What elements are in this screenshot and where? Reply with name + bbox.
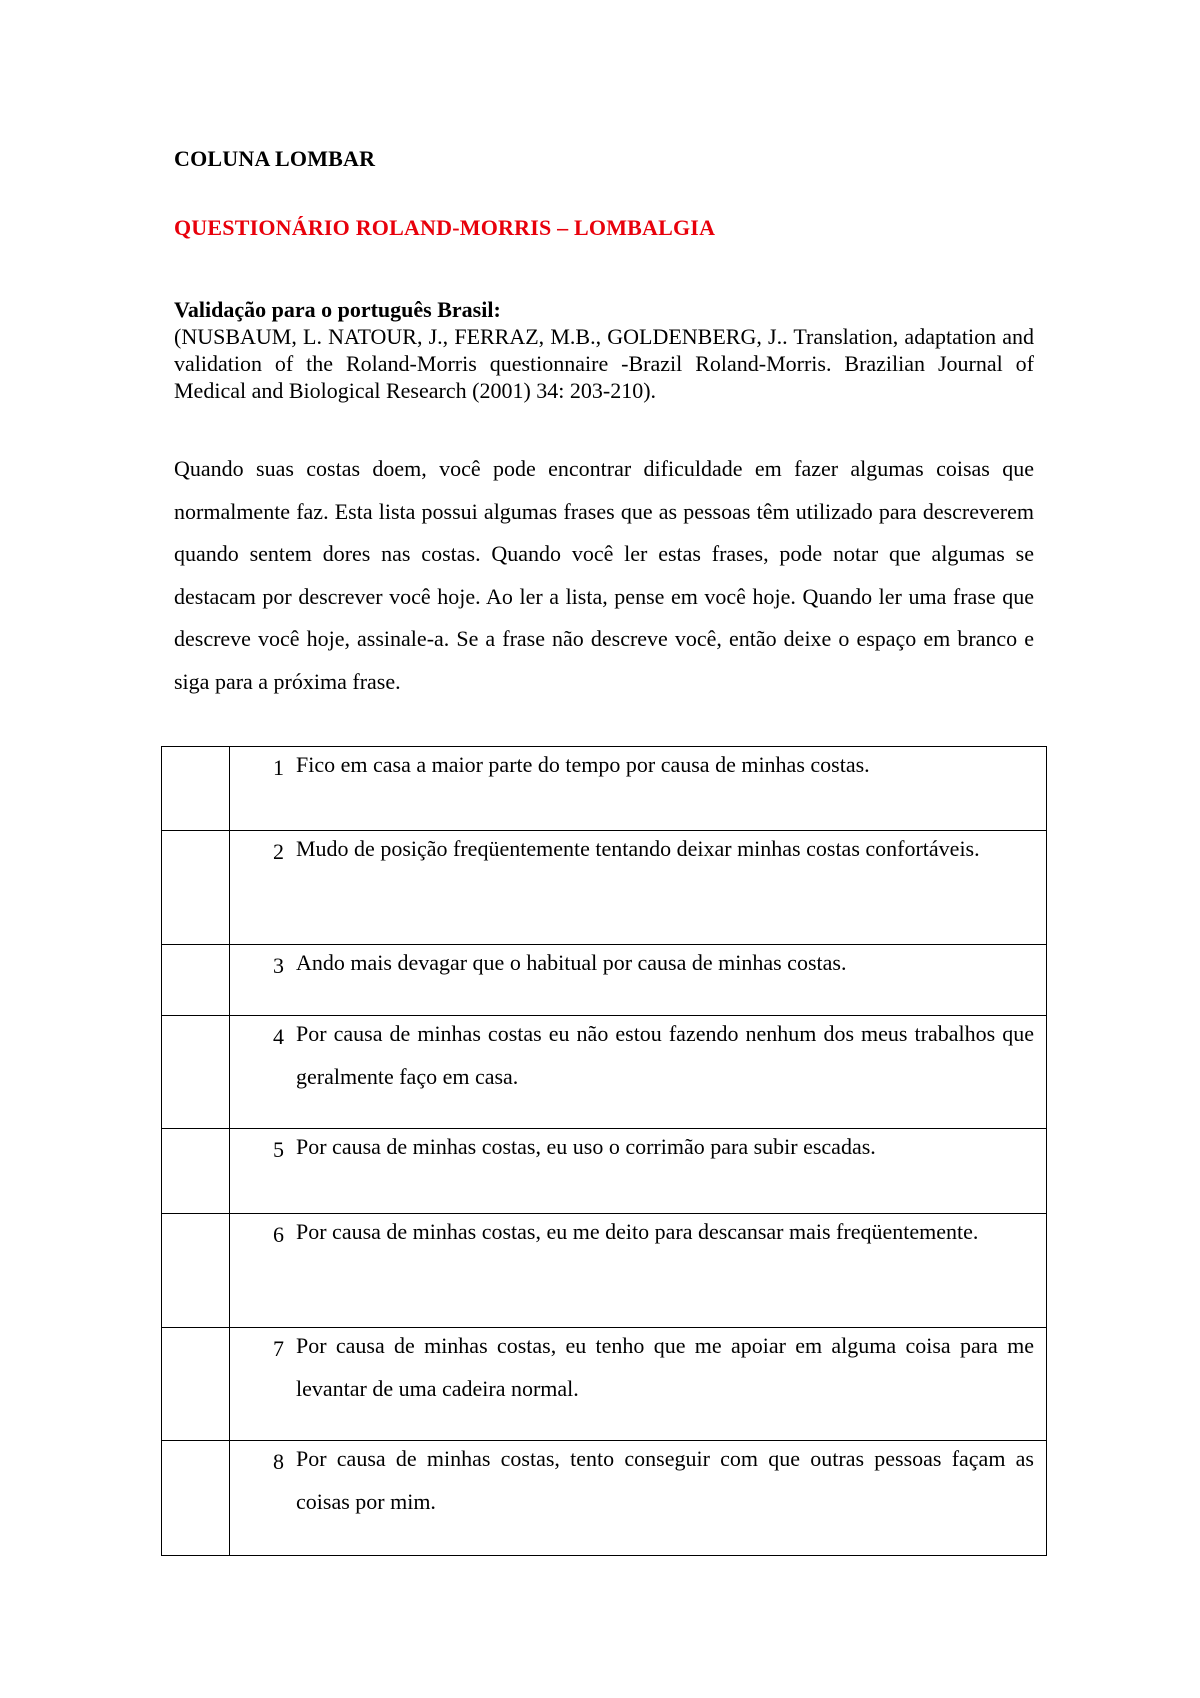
item-number: 3 <box>273 953 284 978</box>
instructions-paragraph: Quando suas costas doem, você pode encontrar dificuldade em fazer algumas coisas que normalmente faz. Esta lista possui algumas frases que as pessoas têm utilizado para descreverem quando sentem dores nas costas. Quando você ler estas frases, pode notar que algumas se destacam por descrever você hoje. Ao ler a lista, pense em você hoje. Quando ler uma frase que descreve você hoje, assinale-a. Se a frase não descreve você, então deixe o espaço em branco e siga para a próxima frase. <box>174 456 1034 694</box>
checkbox-cell[interactable] <box>162 1214 230 1328</box>
checkbox-cell[interactable] <box>162 1016 230 1129</box>
table-row <box>162 1214 1047 1328</box>
validation-label: Validação para o português Brasil: <box>174 297 501 322</box>
item-text: Por causa de minhas costas, tento conseguir com que outras pessoas façam as coisas por mim. <box>296 1446 1034 1514</box>
item-cell <box>230 831 1047 945</box>
table-row <box>162 747 1047 831</box>
checkbox-cell[interactable] <box>162 1328 230 1441</box>
item-cell <box>230 747 1047 831</box>
item-cell <box>230 1129 1047 1214</box>
checkbox-cell[interactable] <box>162 831 230 945</box>
item-cell <box>230 1328 1047 1441</box>
checkbox-cell[interactable] <box>162 1441 230 1556</box>
table-row <box>162 831 1047 945</box>
questionnaire-table <box>161 746 1047 1556</box>
checkbox-cell[interactable] <box>162 945 230 1016</box>
item-number: 8 <box>273 1449 284 1474</box>
validation-block <box>174 296 1034 404</box>
validation-reference: (NUSBAUM, L. NATOUR, J., FERRAZ, M.B., GOLDENBERG, J.. Translation, adaptation and validation of the Roland-Morris questionnaire -Brazil Roland-Morris. Brazilian Journal of Medical and Biological Research (2001) 34: 203-210). <box>174 324 1034 403</box>
item-text: Por causa de minhas costas, eu me deito para descansar mais freqüentemente. <box>296 1219 979 1244</box>
item-cell <box>230 1214 1047 1328</box>
section-heading: COLUNA LOMBAR <box>174 146 376 171</box>
table-row <box>162 1328 1047 1441</box>
item-number: 6 <box>273 1222 284 1247</box>
item-text: Ando mais devagar que o habitual por causa de minhas costas. <box>296 950 847 975</box>
item-text: Mudo de posição freqüentemente tentando deixar minhas costas confortáveis. <box>296 836 980 861</box>
questionnaire-title: QUESTIONÁRIO ROLAND-MORRIS – LOMBALGIA <box>174 215 716 240</box>
item-text: Por causa de minhas costas, eu uso o corrimão para subir escadas. <box>296 1134 876 1159</box>
item-text: Por causa de minhas costas, eu tenho que me apoiar em alguma coisa para me levantar de uma cadeira normal. <box>296 1333 1034 1401</box>
table-row <box>162 945 1047 1016</box>
item-text: Fico em casa a maior parte do tempo por causa de minhas costas. <box>296 752 870 777</box>
item-number: 2 <box>273 839 284 864</box>
item-text: Por causa de minhas costas eu não estou fazendo nenhum dos meus trabalhos que geralmente faço em casa. <box>296 1021 1034 1089</box>
item-cell <box>230 945 1047 1016</box>
item-number: 7 <box>273 1336 284 1361</box>
item-cell <box>230 1016 1047 1129</box>
item-number: 5 <box>273 1137 284 1162</box>
table-row <box>162 1441 1047 1556</box>
checkbox-cell[interactable] <box>162 1129 230 1214</box>
item-number: 4 <box>273 1024 284 1049</box>
table-row <box>162 1129 1047 1214</box>
checkbox-cell[interactable] <box>162 747 230 831</box>
item-number: 1 <box>273 755 284 780</box>
item-cell <box>230 1441 1047 1556</box>
table-row <box>162 1016 1047 1129</box>
